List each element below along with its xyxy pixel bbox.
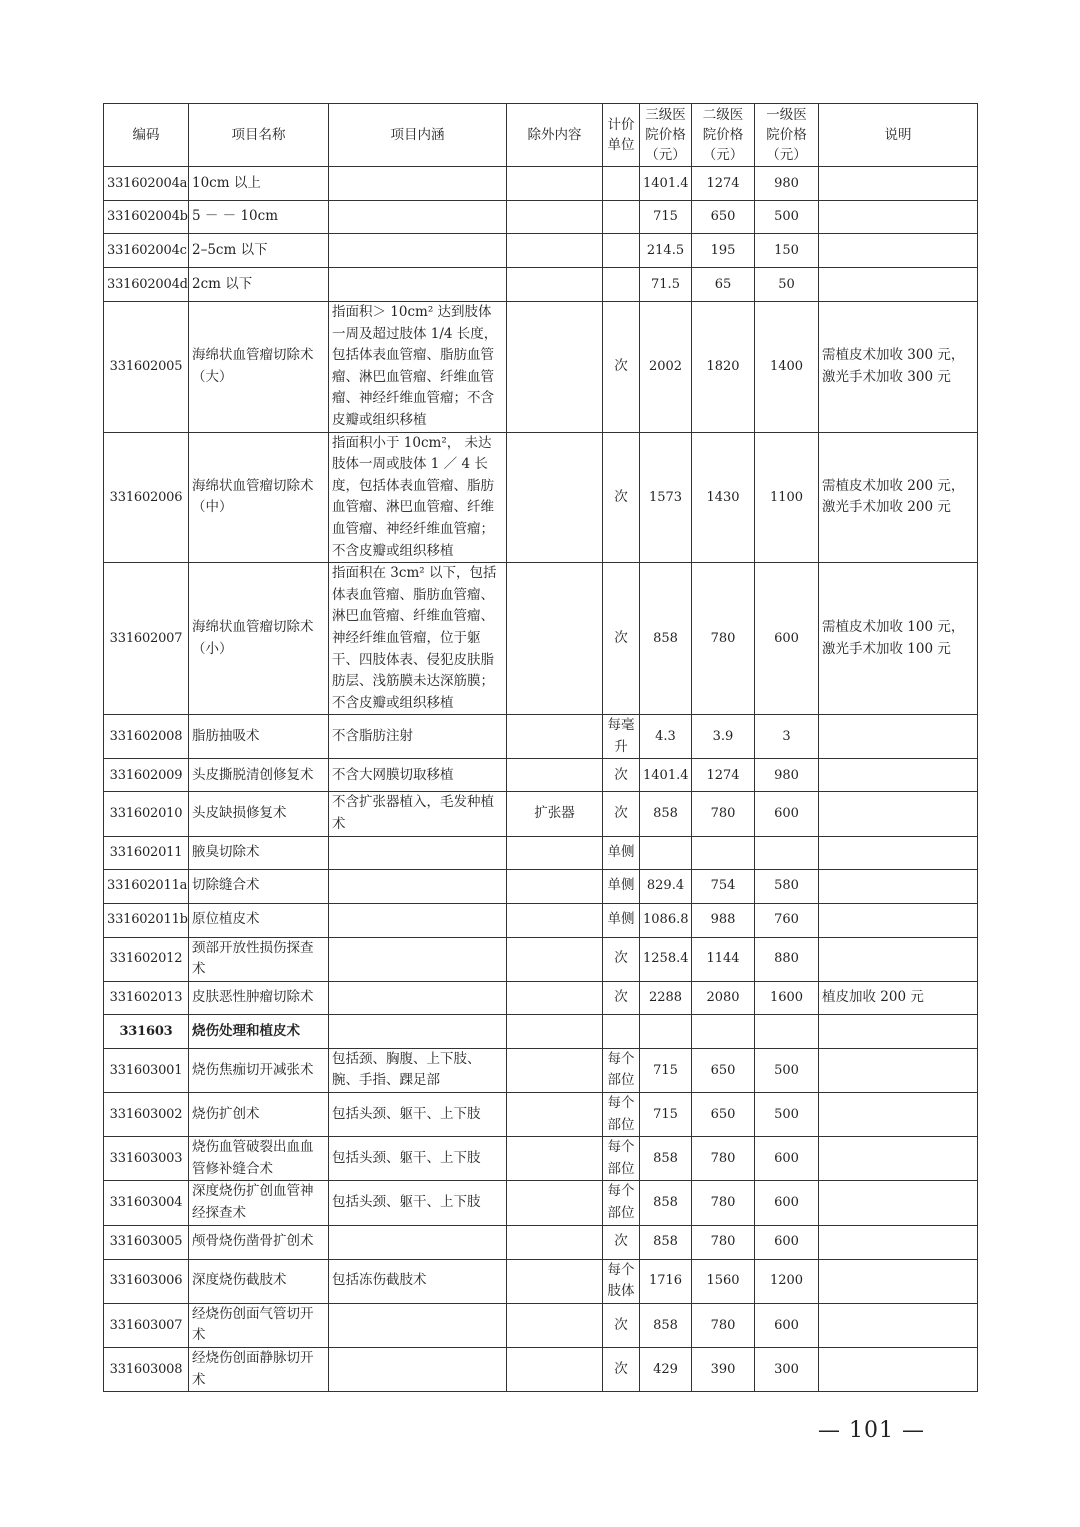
cell-price-l2: 754 <box>692 869 755 903</box>
cell-note <box>819 836 978 869</box>
cell-price-l2: 780 <box>692 1225 755 1259</box>
cell-exclusions <box>507 1181 603 1225</box>
cell-price-l3: 1258.4 <box>640 937 692 981</box>
cell-price-l2: 1144 <box>692 937 755 981</box>
cell-exclusions <box>507 268 603 302</box>
cell-name: 5 － － 10cm <box>189 201 329 234</box>
cell-content: 包括头颈、躯干、上下肢 <box>329 1137 507 1181</box>
cell-note <box>819 869 978 903</box>
cell-name: 烧伤扩创术 <box>189 1093 329 1137</box>
cell-note <box>819 1181 978 1225</box>
table-row <box>104 836 978 869</box>
cell-exclusions <box>507 981 603 1014</box>
cell-note: 植皮加收 200 元 <box>819 981 978 1014</box>
cell-price-l1: 600 <box>755 1303 819 1347</box>
cell-unit: 单侧 <box>603 903 640 937</box>
cell-name: 深度烧伤截肢术 <box>189 1259 329 1303</box>
cell-code: 331602011a <box>104 869 189 903</box>
cell-note <box>819 1303 978 1347</box>
cell-price-l3: 858 <box>640 563 692 715</box>
cell-name: 烧伤处理和植皮术 <box>189 1014 329 1048</box>
cell-unit: 次 <box>603 1347 640 1391</box>
cell-content <box>329 167 507 201</box>
cell-code: 331602009 <box>104 759 189 792</box>
cell-price-l2: 650 <box>692 1093 755 1137</box>
cell-exclusions <box>507 1014 603 1048</box>
cell-price-l1: 3 <box>755 715 819 759</box>
table-row <box>104 715 978 759</box>
cell-unit: 次 <box>603 432 640 563</box>
cell-name: 皮肤恶性肿瘤切除术 <box>189 981 329 1014</box>
cell-exclusions <box>507 759 603 792</box>
table-row <box>104 759 978 792</box>
cell-name: 经烧伤创面静脉切开术 <box>189 1347 329 1391</box>
table-row <box>104 234 978 268</box>
table-row <box>104 792 978 836</box>
cell-note <box>819 1048 978 1092</box>
cell-name: 切除缝合术 <box>189 869 329 903</box>
cell-price-l3: 858 <box>640 1225 692 1259</box>
cell-content <box>329 234 507 268</box>
cell-note <box>819 903 978 937</box>
cell-code: 331602007 <box>104 563 189 715</box>
cell-price-l1: 600 <box>755 563 819 715</box>
cell-exclusions <box>507 302 603 433</box>
cell-note <box>819 1137 978 1181</box>
cell-price-l3: 715 <box>640 1048 692 1092</box>
cell-unit: 次 <box>603 302 640 433</box>
cell-exclusions <box>507 563 603 715</box>
cell-exclusions <box>507 869 603 903</box>
table-row <box>104 937 978 981</box>
cell-price-l1: 760 <box>755 903 819 937</box>
cell-price-l3 <box>640 1014 692 1048</box>
header-row <box>104 104 978 167</box>
cell-exclusions <box>507 903 603 937</box>
cell-exclusions <box>507 1225 603 1259</box>
cell-code: 331602004b <box>104 201 189 234</box>
table-row <box>104 167 978 201</box>
cell-name: 颈部开放性损伤探查术 <box>189 937 329 981</box>
cell-price-l3: 858 <box>640 1303 692 1347</box>
table-row <box>104 268 978 302</box>
cell-price-l2: 780 <box>692 1137 755 1181</box>
cell-price-l1: 500 <box>755 1093 819 1137</box>
cell-content <box>329 836 507 869</box>
header-content: 项目内涵 <box>329 104 507 167</box>
cell-unit <box>603 167 640 201</box>
cell-price-l1: 600 <box>755 792 819 836</box>
cell-unit <box>603 234 640 268</box>
cell-name: 海绵状血管瘤切除术（中） <box>189 432 329 563</box>
cell-unit: 次 <box>603 937 640 981</box>
cell-price-l1: 1600 <box>755 981 819 1014</box>
cell-code: 331603003 <box>104 1137 189 1181</box>
cell-note <box>819 1014 978 1048</box>
cell-price-l1: 1200 <box>755 1259 819 1303</box>
cell-price-l3: 1401.4 <box>640 167 692 201</box>
cell-code: 331602004d <box>104 268 189 302</box>
table-row <box>104 1093 978 1137</box>
cell-price-l2: 988 <box>692 903 755 937</box>
cell-content <box>329 1225 507 1259</box>
cell-content <box>329 1303 507 1347</box>
cell-price-l3: 71.5 <box>640 268 692 302</box>
cell-exclusions <box>507 937 603 981</box>
cell-name: 海绵状血管瘤切除术（大） <box>189 302 329 433</box>
table-row <box>104 1303 978 1347</box>
cell-code: 331602004c <box>104 234 189 268</box>
cell-unit: 次 <box>603 792 640 836</box>
table-row <box>104 201 978 234</box>
cell-content <box>329 201 507 234</box>
table-row <box>104 869 978 903</box>
cell-unit: 次 <box>603 1303 640 1347</box>
cell-price-l1: 600 <box>755 1137 819 1181</box>
cell-name: 海绵状血管瘤切除术（小） <box>189 563 329 715</box>
cell-exclusions <box>507 201 603 234</box>
cell-price-l2: 65 <box>692 268 755 302</box>
cell-content <box>329 981 507 1014</box>
cell-unit: 每个肢体 <box>603 1259 640 1303</box>
cell-code: 331602010 <box>104 792 189 836</box>
cell-content: 包括冻伤截肢术 <box>329 1259 507 1303</box>
cell-code: 331602012 <box>104 937 189 981</box>
cell-exclusions <box>507 167 603 201</box>
cell-content: 包括头颈、躯干、上下肢 <box>329 1181 507 1225</box>
cell-content: 指面积小于 10cm²， 未达肢体一周或肢体 1 ／ 4 长度，包括体表血管瘤、脂肪血管瘤、淋巴血管瘤、纤维血管瘤、神经纤维血管瘤；不含皮瓣或组织移植 <box>329 432 507 563</box>
cell-name: 原位植皮术 <box>189 903 329 937</box>
cell-name: 颅骨烧伤凿骨扩创术 <box>189 1225 329 1259</box>
cell-price-l3: 4.3 <box>640 715 692 759</box>
cell-unit: 每毫升 <box>603 715 640 759</box>
cell-code: 331602011 <box>104 836 189 869</box>
cell-price-l3: 715 <box>640 1093 692 1137</box>
table-row <box>104 1347 978 1391</box>
cell-exclusions <box>507 1347 603 1391</box>
cell-content: 包括颈、胸腹、上下肢、腕、手指、踝足部 <box>329 1048 507 1092</box>
cell-code: 331603005 <box>104 1225 189 1259</box>
cell-unit: 次 <box>603 759 640 792</box>
cell-price-l2: 195 <box>692 234 755 268</box>
table-row <box>104 1225 978 1259</box>
cell-content <box>329 1014 507 1048</box>
cell-content <box>329 869 507 903</box>
cell-exclusions <box>507 715 603 759</box>
cell-code: 331603008 <box>104 1347 189 1391</box>
cell-unit: 次 <box>603 1225 640 1259</box>
cell-content: 不含大网膜切取移植 <box>329 759 507 792</box>
cell-exclusions <box>507 1093 603 1137</box>
table-row <box>104 563 978 715</box>
cell-exclusions <box>507 1048 603 1092</box>
header-price-l2: 二级医院价格（元） <box>692 104 755 167</box>
table-row <box>104 1048 978 1092</box>
cell-code: 331602008 <box>104 715 189 759</box>
table-row <box>104 432 978 563</box>
header-price-l1: 一级医院价格（元） <box>755 104 819 167</box>
cell-note: 需植皮术加收 100 元，激光手术加收 100 元 <box>819 563 978 715</box>
cell-name: 烧伤血管破裂出血血管修补缝合术 <box>189 1137 329 1181</box>
cell-price-l2: 1820 <box>692 302 755 433</box>
header-price-l3: 三级医院价格（元） <box>640 104 692 167</box>
cell-exclusions <box>507 1303 603 1347</box>
cell-price-l1: 150 <box>755 234 819 268</box>
cell-note <box>819 937 978 981</box>
cell-price-l1: 980 <box>755 167 819 201</box>
cell-note: 需植皮术加收 200 元，激光手术加收 200 元 <box>819 432 978 563</box>
cell-price-l1 <box>755 1014 819 1048</box>
cell-exclusions <box>507 432 603 563</box>
cell-price-l3: 429 <box>640 1347 692 1391</box>
header-note: 说明 <box>819 104 978 167</box>
cell-price-l2: 1274 <box>692 167 755 201</box>
table-row <box>104 903 978 937</box>
cell-price-l3: 214.5 <box>640 234 692 268</box>
cell-content <box>329 1347 507 1391</box>
cell-price-l3 <box>640 836 692 869</box>
cell-content: 指面积在 3cm² 以下，包括体表血管瘤、脂肪血管瘤、淋巴血管瘤、纤维血管瘤、神经纤维血管瘤，位于躯干、四肢体表、侵犯皮肤脂肪层、浅筋膜未达深筋膜；不含皮瓣或组织移植 <box>329 563 507 715</box>
cell-code: 331602011b <box>104 903 189 937</box>
table-row <box>104 1259 978 1303</box>
table-row <box>104 1137 978 1181</box>
table-row <box>104 302 978 433</box>
cell-price-l2: 780 <box>692 1181 755 1225</box>
cell-unit: 每个部位 <box>603 1181 640 1225</box>
cell-price-l2 <box>692 836 755 869</box>
cell-price-l1: 500 <box>755 201 819 234</box>
cell-price-l2: 1430 <box>692 432 755 563</box>
header-code: 编码 <box>104 104 189 167</box>
cell-note <box>819 201 978 234</box>
cell-price-l1: 600 <box>755 1181 819 1225</box>
cell-exclusions <box>507 836 603 869</box>
cell-unit <box>603 268 640 302</box>
cell-unit <box>603 201 640 234</box>
cell-note <box>819 1259 978 1303</box>
page-number: — 101 — <box>818 1418 925 1443</box>
cell-price-l3: 858 <box>640 1181 692 1225</box>
cell-exclusions <box>507 234 603 268</box>
cell-price-l3: 858 <box>640 1137 692 1181</box>
table-row <box>104 981 978 1014</box>
cell-price-l1 <box>755 836 819 869</box>
cell-name: 2cm 以下 <box>189 268 329 302</box>
cell-exclusions <box>507 1137 603 1181</box>
cell-code: 331603004 <box>104 1181 189 1225</box>
cell-price-l3: 1573 <box>640 432 692 563</box>
cell-name: 10cm 以上 <box>189 167 329 201</box>
cell-name: 烧伤焦痂切开减张术 <box>189 1048 329 1092</box>
cell-price-l2: 650 <box>692 1048 755 1092</box>
cell-code: 331603 <box>104 1014 189 1048</box>
cell-price-l2: 780 <box>692 1303 755 1347</box>
cell-content: 包括头颈、躯干、上下肢 <box>329 1093 507 1137</box>
cell-content: 指面积＞ 10cm² 达到肢体一周及超过肢体 1/4 长度，包括体表血管瘤、脂肪血管瘤、淋巴血管瘤、纤维血管瘤、神经纤维血管瘤；不含皮瓣或组织移植 <box>329 302 507 433</box>
cell-price-l2: 780 <box>692 792 755 836</box>
cell-price-l3: 2002 <box>640 302 692 433</box>
cell-note <box>819 715 978 759</box>
header-exclusions: 除外内容 <box>507 104 603 167</box>
cell-note <box>819 167 978 201</box>
cell-code: 331603007 <box>104 1303 189 1347</box>
cell-name: 头皮撕脱清创修复术 <box>189 759 329 792</box>
cell-price-l3: 1086.8 <box>640 903 692 937</box>
cell-code: 331603006 <box>104 1259 189 1303</box>
cell-exclusions: 扩张器 <box>507 792 603 836</box>
cell-unit: 次 <box>603 563 640 715</box>
cell-price-l3: 715 <box>640 201 692 234</box>
cell-price-l3: 2288 <box>640 981 692 1014</box>
cell-content <box>329 268 507 302</box>
header-name: 项目名称 <box>189 104 329 167</box>
cell-name: 深度烧伤扩创血管神经探查术 <box>189 1181 329 1225</box>
cell-price-l2: 1560 <box>692 1259 755 1303</box>
cell-note <box>819 1225 978 1259</box>
cell-price-l1: 600 <box>755 1225 819 1259</box>
cell-content <box>329 903 507 937</box>
table-row <box>104 1181 978 1225</box>
cell-price-l3: 829.4 <box>640 869 692 903</box>
cell-content <box>329 937 507 981</box>
cell-unit <box>603 1014 640 1048</box>
cell-name: 2–5cm 以下 <box>189 234 329 268</box>
cell-note <box>819 268 978 302</box>
cell-code: 331603001 <box>104 1048 189 1092</box>
cell-price-l2: 1274 <box>692 759 755 792</box>
cell-unit: 单侧 <box>603 869 640 903</box>
cell-price-l1: 500 <box>755 1048 819 1092</box>
price-table <box>103 103 978 1392</box>
cell-exclusions <box>507 1259 603 1303</box>
cell-price-l1: 980 <box>755 759 819 792</box>
cell-price-l1: 300 <box>755 1347 819 1391</box>
cell-note <box>819 792 978 836</box>
cell-code: 331602005 <box>104 302 189 433</box>
cell-price-l1: 50 <box>755 268 819 302</box>
section-row <box>104 1014 978 1048</box>
cell-price-l1: 580 <box>755 869 819 903</box>
cell-price-l3: 1401.4 <box>640 759 692 792</box>
cell-price-l1: 880 <box>755 937 819 981</box>
cell-price-l1: 1400 <box>755 302 819 433</box>
cell-name: 经烧伤创面气管切开术 <box>189 1303 329 1347</box>
cell-unit: 单侧 <box>603 836 640 869</box>
cell-price-l2: 650 <box>692 201 755 234</box>
cell-price-l2 <box>692 1014 755 1048</box>
cell-name: 头皮缺损修复术 <box>189 792 329 836</box>
cell-price-l2: 2080 <box>692 981 755 1014</box>
cell-code: 331603002 <box>104 1093 189 1137</box>
cell-unit: 每个部位 <box>603 1093 640 1137</box>
cell-note <box>819 1347 978 1391</box>
cell-content: 不含脂肪注射 <box>329 715 507 759</box>
cell-content: 不含扩张器植入，毛发种植术 <box>329 792 507 836</box>
cell-note <box>819 759 978 792</box>
cell-name: 腋臭切除术 <box>189 836 329 869</box>
cell-code: 331602006 <box>104 432 189 563</box>
cell-note <box>819 234 978 268</box>
cell-price-l2: 3.9 <box>692 715 755 759</box>
cell-price-l2: 390 <box>692 1347 755 1391</box>
cell-code: 331602013 <box>104 981 189 1014</box>
cell-unit: 次 <box>603 981 640 1014</box>
cell-name: 脂肪抽吸术 <box>189 715 329 759</box>
cell-unit: 每个部位 <box>603 1137 640 1181</box>
header-unit: 计价单位 <box>603 104 640 167</box>
cell-price-l3: 1716 <box>640 1259 692 1303</box>
cell-unit: 每个部位 <box>603 1048 640 1092</box>
cell-price-l3: 858 <box>640 792 692 836</box>
cell-note: 需植皮术加收 300 元，激光手术加收 300 元 <box>819 302 978 433</box>
cell-code: 331602004a <box>104 167 189 201</box>
cell-price-l1: 1100 <box>755 432 819 563</box>
cell-note <box>819 1093 978 1137</box>
cell-price-l2: 780 <box>692 563 755 715</box>
